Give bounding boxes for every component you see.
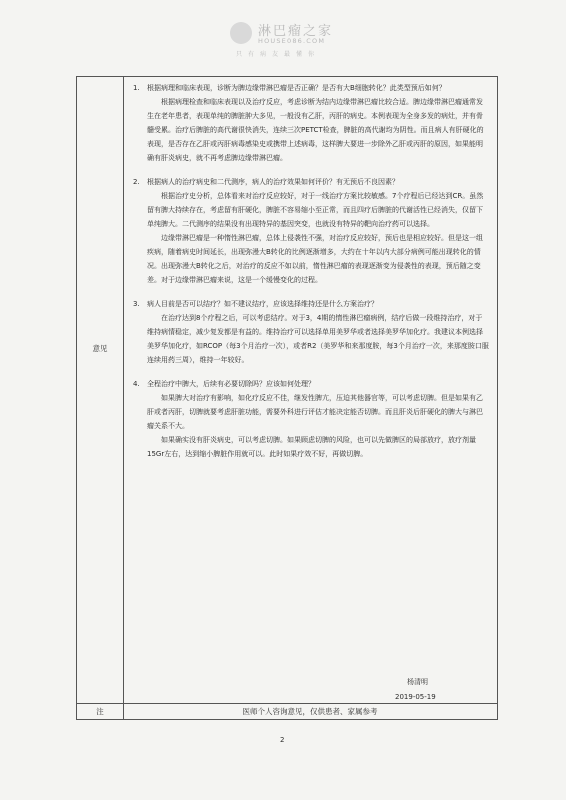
row-divider (77, 703, 497, 704)
answer-paragraph: 如果确实没有肝炎病史，可以考虑切脾。如果顾虑切脾的风险，也可以先做脾区的局部放疗，放疗剂量15Gr左右，达到缩小脾脏作用就可以。此时如果疗效不好，再做切脾。 (147, 436, 476, 458)
signature-name: 杨清明 (407, 678, 428, 686)
side-label-opinion-text: 意见 (92, 344, 108, 353)
question-number: 4. (133, 380, 140, 388)
page-number: 2 (280, 736, 285, 744)
answer-paragraph: 在治疗达到8个疗程之后，可以考虑结疗。对于3，4期的惰性淋巴瘤病例，结疗后做一段维持治疗，对于维持病情稳定，减少复发都是有益的。维持治疗可以选择单用美罗华或者选择美罗华加化疗。我建议本例选择美罗华加化疗，如RCOP（每3个月治疗一次），或者R2（美罗华和来那度胺，每3个月治疗一次，来那度胺口服连续用药三周），维持一年较好。 (147, 314, 489, 364)
opinion-content (133, 81, 489, 461)
answer-paragraph: 边缘带淋巴瘤是一种惰性淋巴瘤，总体上侵袭性不强，对治疗反应较好，预后也是相应较好。但是这一组疾病，随着病史时间延长，出现弥漫大B转化的比例逐渐增多，大约在十年以内大部分病例可能出现转化的情况。出现弥漫大B转化之后，对治疗的反应不如以前，惰性淋巴瘤的表现逐渐变为侵袭性的表现，预后随之变差。对于边缘带淋巴瘤来说，这是一个缓慢变化的过程。 (147, 234, 483, 284)
question-3 (133, 297, 489, 311)
logo-mark-icon (230, 22, 252, 44)
footer-note: 医师个人咨询意见，仅供患者、家属参考 (242, 707, 378, 716)
question-block-2 (133, 175, 489, 287)
site-logo (230, 20, 350, 60)
question-2 (133, 175, 489, 189)
question-text: 全程治疗中脾大，后续有必要切除吗？应该如何处理？ (147, 380, 315, 388)
side-label-note (77, 706, 123, 717)
question-block-3 (133, 297, 489, 367)
question-text: 根据病理和临床表现，诊断为脾边缘带淋巴瘤是否正确？是否有大B细胞转化？此类型预后如何？ (147, 84, 446, 92)
question-text: 病人目前是否可以结疗？如不建议结疗，应该选择维持还是什么方案治疗？ (147, 300, 378, 308)
answer-paragraph: 如果脾大对治疗有影响，如化疗反应不佳，继发性脾亢，压迫其他器官等，可以考虑切脾。但是如果有乙肝或者丙肝，切脾就要考虑肝脏功能，需要外科进行评估才能决定能否切脾。而且肝炎后肝硬化的脾大与淋巴瘤关系不大。 (147, 394, 483, 430)
question-number: 1. (133, 84, 140, 92)
logo-site: HOUSE086.COM (258, 37, 326, 45)
column-divider (123, 77, 124, 719)
logo-slogan: 只有病友最懂你 (236, 51, 321, 58)
question-block-1 (133, 81, 489, 165)
question-number: 3. (133, 300, 140, 308)
answer-paragraph: 根据治疗史分析，总体看来对治疗反应较好，对于一线治疗方案比较敏感。7个疗程后已经达到CR。虽然留有脾大持续存在，考虑留有肝硬化，脾脏不容易缩小至正常，而且四疗后脾脏的代谢活性已经消失，仅留下单纯脾大。二代测序的结果没有出现特异的基因突变，也就没有特异的靶向治疗药可以选择。 (147, 192, 484, 228)
question-number: 2. (133, 178, 140, 186)
question-1 (133, 81, 489, 95)
side-label-opinion (77, 343, 123, 354)
signature-date: 2019-05-19 (395, 693, 436, 701)
logo-name: 淋巴瘤之家 (258, 24, 334, 39)
question-block-4 (133, 377, 489, 461)
answer-paragraph: 根据病理检查和临床表现以及治疗反应，考虑诊断为结内边缘带淋巴瘤比较合适。脾边缘带淋巴瘤通常发生在老年患者，表现单纯的脾脏肿大多见，一般没有乙肝，丙肝的病史。本例表现为全身多发的病灶，并有骨髓受累。治疗后脾脏的高代谢很快消失，连续三次PETCT检查，脾脏的高代谢均为阴性。而且病人有肝硬化的表现，是否存在乙肝或丙肝病毒感染史或携带上述病毒，这样脾大要进一步除外乙肝或丙肝的原因，如果能明确有肝炎病史，就不再考虑脾边缘带淋巴瘤。 (147, 98, 484, 162)
side-label-note-text: 注 (96, 707, 104, 716)
question-text: 根据病人的治疗病史和二代测序，病人的治疗效果如何评价？有无预后不良因素？ (147, 178, 399, 186)
opinion-table (76, 76, 498, 720)
question-4 (133, 377, 489, 391)
